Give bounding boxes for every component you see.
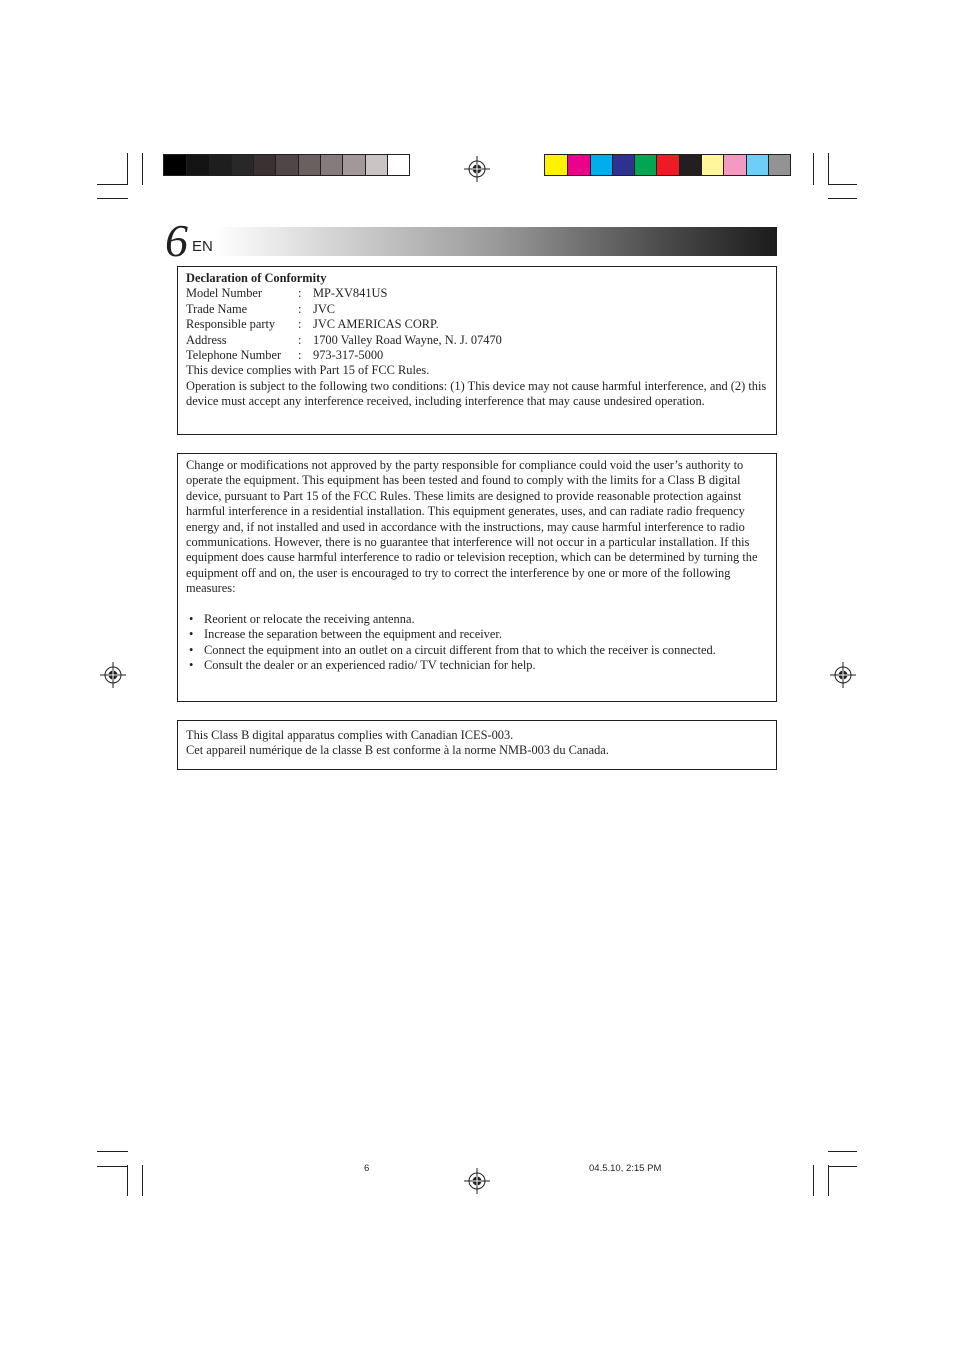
cmyk-swatch — [656, 155, 678, 175]
measure-text: Connect the equipment into an outlet on a circuit different from that to which the receiver is connected. — [204, 642, 716, 657]
measure-text: Increase the separation between the equipment and receiver. — [204, 627, 502, 642]
crop-mark — [97, 1166, 128, 1167]
canada-notice-box — [177, 720, 777, 770]
grayscale-color-bar — [163, 154, 410, 176]
declaration-sep: : — [298, 348, 302, 363]
crop-mark — [813, 153, 814, 185]
declaration-key: Responsible party — [186, 317, 276, 332]
page-header — [165, 215, 777, 266]
page-number: 6 — [165, 215, 188, 266]
cmyk-swatch — [746, 155, 768, 175]
registration-mark-icon — [830, 662, 856, 688]
grayscale-swatch — [209, 155, 231, 175]
declaration-key: Trade Name — [186, 301, 248, 316]
list-item — [186, 612, 768, 627]
crop-mark — [142, 153, 143, 185]
declaration-title: Declaration of Conformity — [186, 271, 327, 285]
declaration-key: Address — [186, 332, 227, 347]
declaration-key: Model Number — [186, 286, 263, 301]
measure-text: Consult the dealer or an experienced radio/ TV technician for help. — [204, 658, 536, 673]
fcc-compliance-statement: This device complies with Part 15 of FCC Rules. — [186, 363, 430, 378]
language-code: EN — [192, 238, 213, 255]
list-item — [186, 643, 768, 658]
registration-mark-icon — [464, 156, 490, 182]
grayscale-swatch — [253, 155, 275, 175]
grayscale-swatch — [186, 155, 208, 175]
header-gradient-bar — [215, 227, 777, 256]
fcc-notice-body: Change or modifications not approved by the party responsible for compliance could void the user’s authority to operate the equipment. This equipment has been tested and found to comply with the limits for a Class B digital device, pursuant to Part 15 of the FCC Rules. These limits are designed to provide reasonable protection against harmful interference in a residential installation. This equipment generates, uses, and can radiate radio frequency energy and, if not installed and used in accordance with the instructions, may cause harmful interference to radio communications. However, there is no guarantee that interference will not occur in a particular installation. If this equipment does cause harmful interference to radio or television reception, which can be determined by turning the equipment off and on, the user is encouraged to try to correct the interference by one or more of the following measures: — [186, 458, 758, 596]
declaration-sep: : — [298, 332, 302, 347]
grayscale-swatch — [342, 155, 364, 175]
declaration-rows — [186, 286, 768, 363]
crop-mark — [142, 1165, 143, 1196]
crop-mark — [97, 1151, 128, 1152]
registration-mark-icon — [100, 662, 126, 688]
canada-notice-english: This Class B digital apparatus complies with Canadian ICES-003. — [186, 728, 514, 742]
fcc-notice-box — [177, 453, 777, 702]
cmyk-swatch — [723, 155, 745, 175]
grayscale-swatch — [231, 155, 253, 175]
cmyk-swatch — [634, 155, 656, 175]
crop-mark — [97, 184, 128, 185]
declaration-row — [186, 333, 768, 348]
grayscale-swatch — [387, 155, 409, 175]
declaration-row — [186, 302, 768, 317]
crop-mark — [127, 153, 128, 185]
cmyk-swatch — [567, 155, 589, 175]
declaration-value: 973-317-5000 — [313, 348, 384, 363]
cmyk-swatch — [612, 155, 634, 175]
bullet-icon: • — [189, 642, 194, 657]
declaration-sep: : — [298, 301, 302, 316]
declaration-value: 1700 Valley Road Wayne, N. J. 07470 — [313, 332, 502, 347]
declaration-sep: : — [298, 286, 302, 301]
list-item — [186, 658, 768, 673]
measures-list — [186, 612, 768, 674]
crop-mark — [828, 1166, 857, 1167]
declaration-sep: : — [298, 317, 302, 332]
declaration-value: JVC — [313, 301, 336, 316]
declaration-key: Telephone Number — [186, 348, 282, 363]
declaration-of-conformity-box — [177, 266, 777, 435]
registration-mark-icon — [464, 1168, 490, 1194]
declaration-row — [186, 317, 768, 332]
grayscale-swatch — [365, 155, 387, 175]
crop-mark — [828, 198, 857, 199]
measure-text: Reorient or relocate the receiving antenna. — [204, 612, 415, 627]
grayscale-swatch — [298, 155, 320, 175]
crop-mark — [127, 1165, 128, 1196]
declaration-value: MP-XV841US — [313, 286, 388, 301]
crop-mark — [828, 184, 857, 185]
crop-mark — [828, 1165, 829, 1196]
bullet-icon: • — [189, 627, 194, 642]
declaration-row — [186, 348, 768, 363]
cmyk-swatch — [768, 155, 790, 175]
cmyk-color-bar — [544, 154, 791, 176]
list-item — [186, 627, 768, 642]
grayscale-swatch — [164, 155, 186, 175]
cmyk-swatch — [701, 155, 723, 175]
crop-mark — [828, 1151, 857, 1152]
footer-page-number: 6 — [364, 1163, 370, 1174]
bullet-icon: • — [189, 612, 194, 627]
canada-notice-french: Cet appareil numérique de la classe B est conforme à la norme NMB-003 du Canada. — [186, 743, 609, 758]
crop-mark — [813, 1165, 814, 1196]
cmyk-swatch — [679, 155, 701, 175]
crop-mark — [97, 198, 128, 199]
grayscale-swatch — [320, 155, 342, 175]
grayscale-swatch — [275, 155, 297, 175]
cmyk-swatch — [590, 155, 612, 175]
footer-timestamp: 04.5.10, 2:15 PM — [589, 1163, 662, 1174]
operation-conditions: Operation is subject to the following two conditions: (1) This device may not cause harmful interference, and (2) this device must accept any interference received, including interference that may cause undesired operation. — [186, 378, 767, 409]
crop-mark — [828, 153, 829, 185]
declaration-row — [186, 286, 768, 301]
cmyk-swatch — [545, 155, 567, 175]
declaration-value: JVC AMERICAS CORP. — [313, 317, 439, 332]
bullet-icon: • — [189, 658, 194, 673]
